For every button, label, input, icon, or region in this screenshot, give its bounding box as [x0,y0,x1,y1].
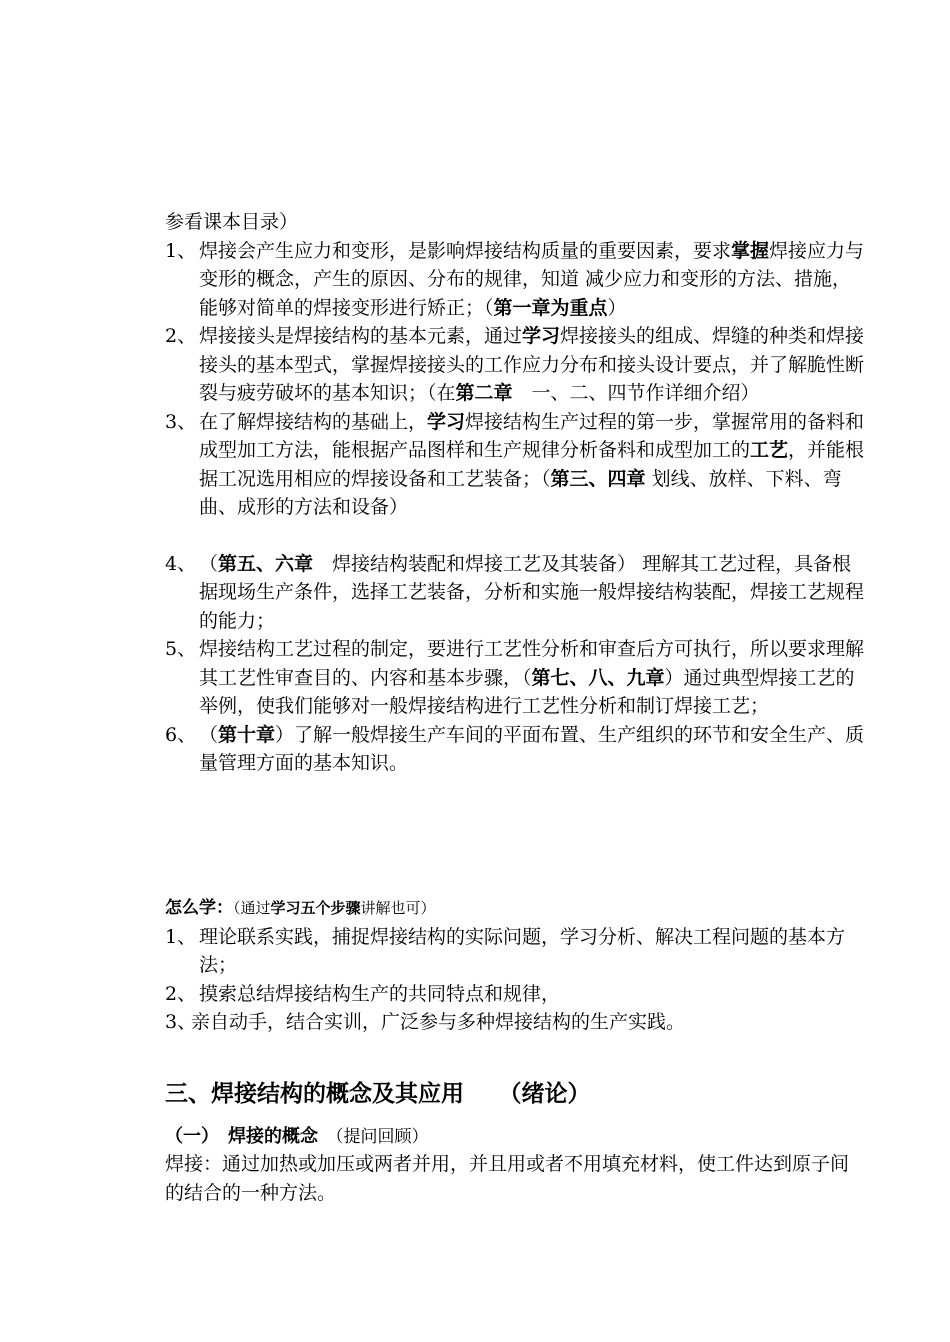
emphasis: 第七、八、九章 [531,666,665,689]
sub-heading: （一） 焊接的概念 （提问回顾） [165,1126,429,1147]
how-number: 1、 [165,925,197,948]
goals-section [165,208,865,778]
spacer [165,522,865,550]
how-title-line: 怎么学：（通过学习五个步骤讲解也可） [165,898,436,918]
emphasis: 第二章 [455,382,513,404]
goal-item-3: 3、 在了解焊接结构的基础上，学习焊接结构生产过程的第一步，掌握常用的备料和成型加工方法，能根据产品图样和生产规律分析备料和成型加工的工艺，并能根据工况选用相应的焊接设备和工艺装备；（第三、四章 划线、放样、下料、弯曲、成形的方法和设备） [165,408,865,522]
how-number: 3、 [165,1011,197,1033]
goal-item-4: 4、 （第五、六章 焊接结构装配和焊接工艺及其装备） 理解其工艺过程，具备根据现场生产条件，选择工艺装备，分析和实施一般焊接结构装配，焊接工艺规程的能力； [165,550,865,636]
goal-item-2: 2、 焊接接头是焊接结构的基本元素，通过学习焊接接头的组成、焊缝的种类和焊接接头的基本型式，掌握焊接接头的工作应力分布和接头设计要点，并了解脆性断裂与疲劳破坏的基本知识；（在第二章 一、二、四节作详细介绍） [165,322,865,408]
emphasis: 工艺 [750,439,789,461]
how-item-3: 3、 亲自动手，结合实训，广泛参与多种焊接结构的生产实践。 [165,1008,865,1037]
goal-item-1: 1、 焊接会产生应力和变形，是影响焊接结构质量的重要因素，要求掌握焊接应力与变形的概念，产生的原因、分布的规律，知道 减少应力和变形的方法、措施，能够对简单的焊接变形进行矫正；（第一章为重点） [165,237,865,323]
how-item-2: 2、 摸索总结焊接结构生产的共同特点和规律， [165,980,865,1009]
goal-number: 5、 [165,638,197,660]
goal-number: 2、 [165,325,197,347]
emphasis: 第一章为重点 [493,296,608,319]
how-item-1: 1、 理论联系实践，捕捉焊接结构的实际问题，学习分析、解决工程问题的基本方法； [165,923,865,980]
how-title: 怎么学： [165,898,233,918]
how-to-learn-section [165,893,865,1037]
goal-number: 4、 [165,552,197,575]
emphasis: 第十章 [218,723,276,746]
how-number: 2、 [165,982,197,1005]
goal-item-5: 5、 焊接结构工艺过程的制定，要进行工艺性分析和审查后方可执行，所以要求理解其工艺性审查目的、内容和基本步骤，（第七、八、九章）通过典型焊接工艺的 举例，使我们能够对一般焊接结构进行工艺性分析和制订焊接工艺； [165,635,865,721]
goal-item-6: 6、 （第十章）了解一般焊接生产车间的平面布置、生产组织的环节和安全生产、质量管理方面的基本知识。 [165,721,865,778]
emphasis: 学习 [522,325,561,347]
goal-number: 1、 [165,239,197,262]
emphasis: 掌握 [731,239,770,262]
intro-line: 参看课本目录） [165,211,299,233]
goal-number: 6、 [165,723,197,746]
section-heading: 三、焊接结构的概念及其应用 （绪论） [165,1080,591,1107]
goal-number: 3、 [165,410,197,433]
definition-paragraph: 焊接：通过加热或加压或两者并用，并且用或者不用填充材料，使工件达到原子间的结合的一种方法。 [165,1153,850,1204]
emphasis: 学习 [427,410,466,433]
emphasis: 第三、四章 [550,467,646,490]
emphasis: 第五、六章 [218,552,314,575]
